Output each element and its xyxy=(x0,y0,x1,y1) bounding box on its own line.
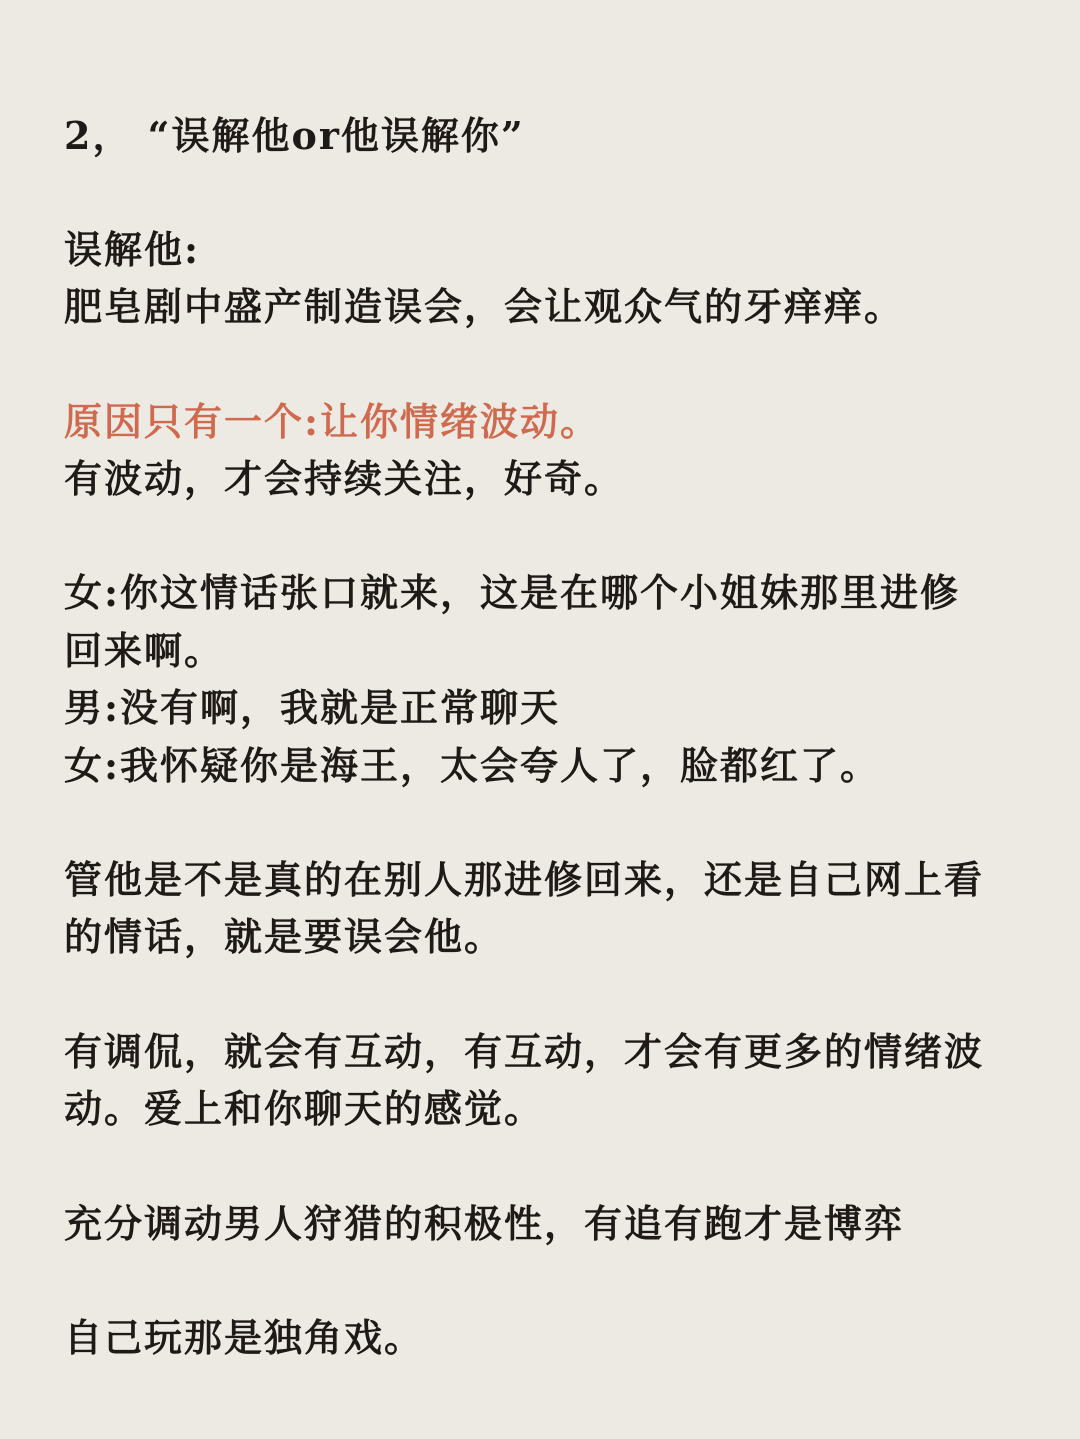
highlight-text: 原因只有一个:让你情绪波动。 xyxy=(64,399,601,444)
paragraph-4b: 动。爱上和你聊天的感觉。 xyxy=(64,1086,545,1131)
paragraph-5: 充分调动男人狩猎的积极性，有追有跑才是博弈 xyxy=(64,1201,905,1246)
dialog-line-2: 男:没有啊，我就是正常聊天 xyxy=(64,685,561,730)
paragraph-1: 肥皂剧中盛产制造误会，会让观众气的牙痒痒。 xyxy=(64,284,905,329)
dialog-line-3: 女:我怀疑你是海王，太会夸人了，脸都红了。 xyxy=(64,743,881,788)
paragraph-4a: 有调侃，就会有互动，有互动，才会有更多的情绪波 xyxy=(64,1029,985,1074)
paragraph-6: 自己玩那是独角戏。 xyxy=(64,1315,425,1360)
heading: 2， “误解他or他误解你” xyxy=(64,113,525,158)
paragraph-3a: 管他是不是真的在别人那进修回来，还是自己网上看 xyxy=(64,857,985,902)
dialog-line-1b: 回来啊。 xyxy=(64,628,225,673)
section-label: 误解他: xyxy=(64,227,201,272)
dialog-line-1a: 女:你这情话张口就来，这是在哪个小姐妹那里进修 xyxy=(64,570,961,615)
paragraph-3b: 的情话，就是要误会他。 xyxy=(64,914,505,959)
paragraph-2: 有波动，才会持续关注，好奇。 xyxy=(64,456,625,501)
